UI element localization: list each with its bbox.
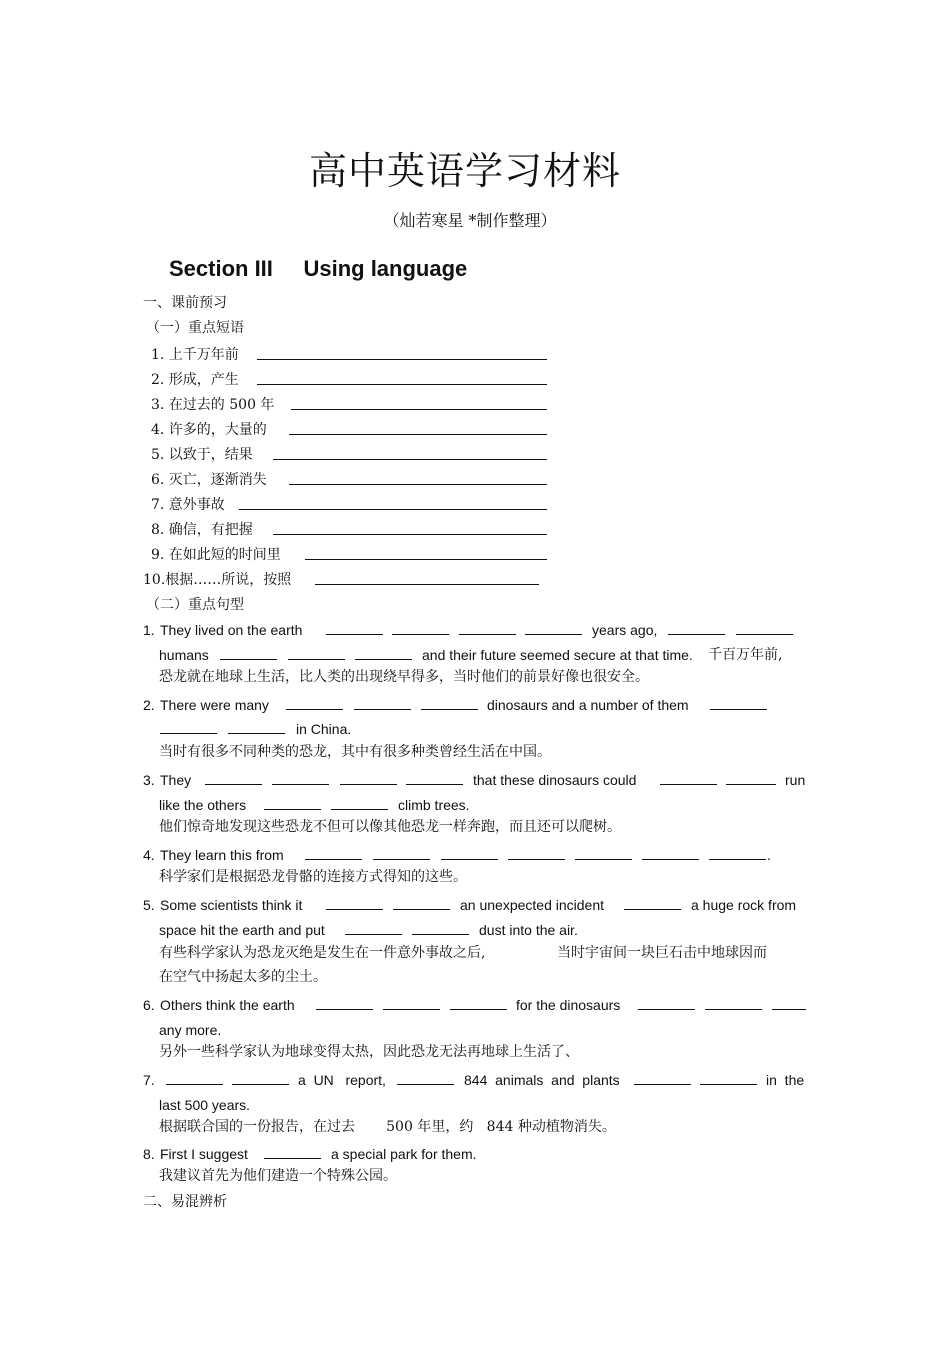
sentence-6-translation: 另外一些科学家认为地球变得太热，因此恐龙无法再地球上生活了、 <box>159 1044 579 1060</box>
sentence-3-text-e: climb trees. <box>398 797 470 813</box>
answer-blank[interactable] <box>326 620 383 635</box>
answer-blank[interactable] <box>286 695 343 710</box>
answer-blank[interactable] <box>289 470 547 485</box>
answer-blank[interactable] <box>575 845 632 860</box>
part-heading-preview: 一、课前预习 <box>143 295 227 311</box>
sentence-2-text-a: There were many <box>160 697 269 713</box>
answer-blank[interactable] <box>441 845 498 860</box>
phrase-text: 2. 形成，产生 <box>151 372 239 388</box>
answer-blank[interactable] <box>412 920 469 935</box>
answer-blank[interactable] <box>305 845 362 860</box>
answer-blank[interactable] <box>450 995 507 1010</box>
sentence-7-text-a: a UN report, <box>298 1072 386 1088</box>
sentence-3-text-b: that these dinosaurs could <box>473 772 637 788</box>
subheading-phrases: （一）重点短语 <box>146 320 244 336</box>
answer-blank[interactable] <box>710 695 767 710</box>
phrase-text: 8. 确信，有把握 <box>151 522 253 538</box>
sentence-4-text-b: . <box>767 847 771 863</box>
answer-blank[interactable] <box>160 719 217 734</box>
sentence-1-text-b: years ago, <box>592 622 658 638</box>
answer-blank[interactable] <box>383 995 440 1010</box>
sentence-8-text-b: a special park for them. <box>331 1146 477 1162</box>
sentence-2-number: 2. <box>143 697 155 713</box>
phrase-item <box>151 545 281 565</box>
sentence-6-number: 6. <box>143 997 155 1013</box>
sentence-1-text-e: 千百万年前, <box>708 647 783 663</box>
phrase-item <box>151 495 225 515</box>
sentence-3-number: 3. <box>143 772 155 788</box>
answer-blank[interactable] <box>406 770 463 785</box>
sentence-5-translation-c: 在空气中扬起太多的尘土。 <box>159 969 327 985</box>
sentence-5-text-e: dust into the air. <box>479 922 578 938</box>
answer-blank[interactable] <box>700 1070 757 1085</box>
sentence-1-text-a: They lived on the earth <box>160 622 303 638</box>
answer-blank[interactable] <box>331 795 388 810</box>
answer-blank[interactable] <box>272 770 329 785</box>
answer-blank[interactable] <box>508 845 565 860</box>
answer-blank[interactable] <box>638 995 695 1010</box>
sentence-5-translation-b: 当时宇宙间一块巨石击中地球因而 <box>557 945 767 961</box>
phrase-text: 3. 在过去的 500 年 <box>151 397 275 413</box>
sentence-4-number: 4. <box>143 847 155 863</box>
sentence-8-text-a: First I suggest <box>160 1146 248 1162</box>
answer-blank[interactable] <box>220 645 277 660</box>
answer-blank[interactable] <box>166 1070 223 1085</box>
answer-blank[interactable] <box>315 570 539 585</box>
answer-blank[interactable] <box>257 370 547 385</box>
document-title: 高中英语学习材料 <box>308 149 621 193</box>
sentence-2-translation: 当时有很多不同种类的恐龙，其中有很多种类曾经生活在中国。 <box>159 744 551 760</box>
sentence-3-text-d: like the others <box>159 797 247 813</box>
answer-blank[interactable] <box>205 770 262 785</box>
sentence-1-translation: 恐龙就在地球上生活，比人类的出现绕早得多，当时他们的前景好像也很安全。 <box>159 669 649 685</box>
answer-blank[interactable] <box>228 719 285 734</box>
answer-blank[interactable] <box>345 920 402 935</box>
phrase-item <box>151 470 267 490</box>
sentence-3-translation: 他们惊奇地发现这些恐龙不但可以像其他恐龙一样奔跑，而且还可以爬树。 <box>159 819 621 835</box>
part-heading-distinction: 二、易混辨析 <box>143 1194 227 1210</box>
sentence-3-text-a: They <box>160 772 192 788</box>
answer-blank[interactable] <box>459 620 516 635</box>
section-heading: Section III Using language <box>169 256 468 281</box>
phrase-item <box>151 420 267 440</box>
sentence-4-text-a: They learn this from <box>160 847 284 863</box>
phrase-item <box>151 370 239 390</box>
answer-blank[interactable] <box>421 695 478 710</box>
sentence-1-text-c: humans <box>159 647 209 663</box>
answer-blank[interactable] <box>393 895 450 910</box>
answer-blank[interactable] <box>326 895 383 910</box>
phrase-text: 5. 以致于，结果 <box>151 447 253 463</box>
sentence-4-translation: 科学家们是根据恐龙骨骼的连接方式得知的这些。 <box>159 869 467 885</box>
phrase-item <box>151 345 239 365</box>
answer-blank[interactable] <box>373 845 430 860</box>
sentence-7-text-b: 844 animals and plants <box>464 1072 620 1088</box>
sentence-8-translation: 我建议首先为他们建造一个特殊公园。 <box>159 1168 397 1184</box>
sentence-6-text-b: for the dinosaurs <box>516 997 621 1013</box>
answer-blank[interactable] <box>772 995 806 1010</box>
answer-blank[interactable] <box>340 770 397 785</box>
answer-blank[interactable] <box>668 620 725 635</box>
answer-blank[interactable] <box>355 645 412 660</box>
answer-blank[interactable] <box>736 620 793 635</box>
sentence-1-text-d: and their future seemed secure at that time. <box>422 647 693 663</box>
answer-blank[interactable] <box>392 620 449 635</box>
sentence-5-translation-a: 有些科学家认为恐龙灭绝是发生在一件意外事故之后, <box>159 945 486 961</box>
phrase-text: 10.根据……所说，按照 <box>143 572 292 588</box>
answer-blank[interactable] <box>354 695 411 710</box>
subheading-sentences: （二）重点句型 <box>146 597 244 613</box>
answer-blank[interactable] <box>660 770 717 785</box>
answer-blank[interactable] <box>273 445 547 460</box>
phrase-text: 9. 在如此短的时间里 <box>151 547 281 563</box>
answer-blank[interactable] <box>624 895 681 910</box>
answer-blank[interactable] <box>291 395 547 410</box>
phrase-text: 4. 许多的，大量的 <box>151 422 267 438</box>
sentence-3-text-c: run <box>785 772 806 788</box>
answer-blank[interactable] <box>525 620 582 635</box>
answer-blank[interactable] <box>726 770 776 785</box>
phrase-item <box>151 520 253 540</box>
answer-blank[interactable] <box>264 1144 321 1159</box>
answer-blank[interactable] <box>289 420 547 435</box>
answer-blank[interactable] <box>305 545 547 560</box>
answer-blank[interactable] <box>316 995 373 1010</box>
answer-blank[interactable] <box>288 645 345 660</box>
answer-blank[interactable] <box>705 995 762 1010</box>
sentence-7-translation: 根据联合国的一份报告，在过去 500 年里，约 844 种动植物消失。 <box>159 1119 616 1135</box>
answer-blank[interactable] <box>709 845 766 860</box>
document-subtitle: （灿若寒星 *制作整理） <box>383 211 557 230</box>
phrase-text: 7. 意外事故 <box>151 497 225 513</box>
answer-blank[interactable] <box>397 1070 454 1085</box>
answer-blank[interactable] <box>239 495 547 510</box>
sentence-6-text-a: Others think the earth <box>160 997 295 1013</box>
answer-blank[interactable] <box>232 1070 289 1085</box>
phrase-item <box>151 445 253 465</box>
sentence-2-text-b: dinosaurs and a number of them <box>487 697 689 713</box>
sentence-7-number: 7. <box>143 1072 155 1088</box>
answer-blank[interactable] <box>257 345 547 360</box>
sentence-5-text-b: an unexpected incident <box>460 897 604 913</box>
sentence-7-text-d: last 500 years. <box>159 1097 251 1113</box>
sentence-6-text-c: any more. <box>159 1022 222 1038</box>
phrase-text: 6. 灭亡，逐渐消失 <box>151 472 267 488</box>
sentence-5-text-c: a huge rock from <box>691 897 797 913</box>
sentence-5-text-a: Some scientists think it <box>160 897 303 913</box>
answer-blank[interactable] <box>264 795 321 810</box>
sentence-2-text-c: in China. <box>296 721 352 737</box>
answer-blank[interactable] <box>634 1070 691 1085</box>
sentence-7-text-c: in the <box>766 1072 805 1088</box>
sentence-5-text-d: space hit the earth and put <box>159 922 325 938</box>
sentence-8-number: 8. <box>143 1146 155 1162</box>
sentence-5-number: 5. <box>143 897 155 913</box>
phrase-item <box>143 570 291 590</box>
phrase-text: 1. 上千万年前 <box>151 347 239 363</box>
sentence-1-number: 1. <box>143 622 155 638</box>
phrase-item <box>151 395 274 415</box>
answer-blank[interactable] <box>273 520 547 535</box>
answer-blank[interactable] <box>642 845 699 860</box>
